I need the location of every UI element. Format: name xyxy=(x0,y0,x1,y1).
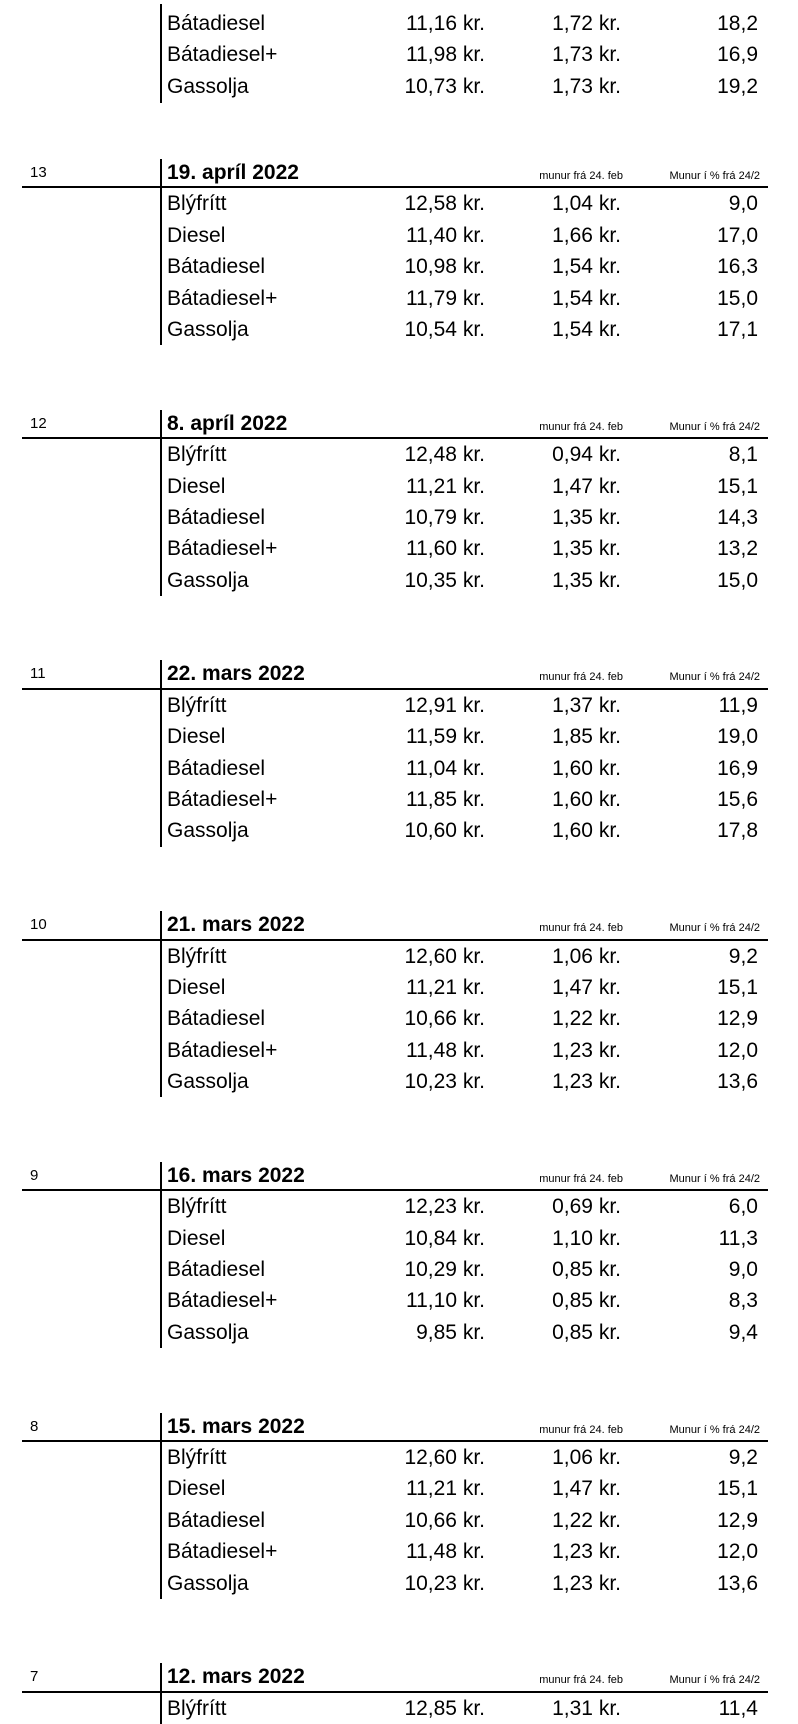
price-diff: 0,85 kr. xyxy=(552,1258,621,1281)
price-diff: 1,47 kr. xyxy=(552,474,621,498)
price-diff: 1,04 kr. xyxy=(552,192,621,216)
percent-diff: 15,1 xyxy=(717,474,758,498)
fuel-price: 10,23 kr. xyxy=(404,1571,485,1595)
fuel-name: Gassolja xyxy=(167,819,249,843)
fuel-name: Bátadiesel+ xyxy=(167,43,278,67)
percent-diff: 17,8 xyxy=(717,819,758,843)
section-header xyxy=(0,1411,798,1442)
fuel-price: 10,66 kr. xyxy=(404,1508,485,1532)
price-diff: 1,10 kr. xyxy=(552,1226,621,1250)
percent-diff: 19,2 xyxy=(717,74,758,98)
price-diff: 1,60 kr. xyxy=(552,788,621,811)
data-row xyxy=(0,815,798,846)
fuel-price: 11,79 kr. xyxy=(406,286,485,310)
fuel-price: 10,73 kr. xyxy=(404,74,485,98)
price-diff: 1,22 kr. xyxy=(552,1508,621,1532)
fuel-price: 11,59 kr. xyxy=(406,725,485,749)
section-header xyxy=(0,157,798,188)
diff-header: munur frá 24. feb xyxy=(539,170,623,182)
fuel-price: 11,98 kr. xyxy=(406,43,485,67)
column-border xyxy=(160,1413,162,1599)
column-border xyxy=(160,159,162,345)
fuel-name: Bátadiesel xyxy=(167,255,266,279)
data-row xyxy=(0,220,798,251)
price-diff: 1,54 kr. xyxy=(552,255,621,279)
data-row xyxy=(0,1191,798,1222)
fuel-name: Blýfrítt xyxy=(167,1195,227,1219)
fuel-price: 10,23 kr. xyxy=(404,1070,485,1094)
pct-header: Munur í % frá 24/2 xyxy=(669,170,760,182)
percent-diff: 15,0 xyxy=(717,286,758,310)
fuel-price: 9,85 kr. xyxy=(416,1320,485,1344)
fuel-name: Blýfrítt xyxy=(167,443,227,467)
percent-diff: 18,2 xyxy=(717,12,758,35)
section-date: 16. mars 2022 xyxy=(167,1163,305,1187)
fuel-price: 11,60 kr. xyxy=(406,537,485,561)
data-row xyxy=(0,314,798,345)
fuel-price: 10,60 kr. xyxy=(404,819,485,843)
fuel-price: 11,21 kr. xyxy=(406,975,485,999)
price-diff: 1,60 kr. xyxy=(552,819,621,843)
fuel-price: 11,21 kr. xyxy=(406,1477,485,1501)
section-header xyxy=(0,658,798,689)
data-row xyxy=(0,1536,798,1567)
data-row xyxy=(0,1473,798,1504)
percent-diff: 15,1 xyxy=(717,1477,758,1501)
price-diff: 1,60 kr. xyxy=(552,756,621,780)
percent-diff: 11,9 xyxy=(718,693,758,717)
fuel-price: 10,66 kr. xyxy=(404,1007,485,1031)
section-header xyxy=(0,408,798,439)
percent-diff: 12,9 xyxy=(717,1007,758,1031)
fuel-price: 12,85 kr. xyxy=(404,1696,485,1720)
fuel-name: Diesel xyxy=(167,1477,226,1501)
data-row xyxy=(0,1066,798,1097)
data-row xyxy=(0,1317,798,1348)
column-border xyxy=(160,660,162,846)
fuel-name: Blýfrítt xyxy=(167,1445,227,1469)
data-row xyxy=(0,251,798,282)
fuel-price: 11,10 kr. xyxy=(406,1289,485,1313)
data-row xyxy=(0,1254,798,1285)
price-diff: 1,22 kr. xyxy=(552,1007,621,1031)
fuel-price: 10,29 kr. xyxy=(404,1258,485,1281)
data-row xyxy=(0,1035,798,1066)
percent-diff: 13,6 xyxy=(717,1070,758,1094)
price-diff: 1,47 kr. xyxy=(552,1477,621,1501)
fuel-price: 12,60 kr. xyxy=(404,1445,485,1469)
percent-diff: 14,3 xyxy=(717,505,758,529)
price-diff: 1,23 kr. xyxy=(552,1540,621,1564)
price-diff: 1,85 kr. xyxy=(552,725,621,749)
percent-diff: 11,4 xyxy=(718,1696,758,1720)
fuel-price: 10,54 kr. xyxy=(404,318,485,341)
fuel-name: Diesel xyxy=(167,725,226,749)
price-diff: 0,69 kr. xyxy=(552,1195,621,1219)
percent-diff: 9,2 xyxy=(728,1445,758,1469)
price-diff: 0,85 kr. xyxy=(552,1289,621,1313)
fuel-name: Gassolja xyxy=(167,1571,249,1595)
price-diff: 1,37 kr. xyxy=(552,693,621,717)
data-row xyxy=(0,1568,798,1599)
section-index: 11 xyxy=(30,665,46,683)
data-row xyxy=(0,1285,798,1316)
data-row xyxy=(0,8,798,39)
fuel-name: Bátadiesel xyxy=(167,756,266,780)
section-index: 13 xyxy=(30,164,47,181)
fuel-price: 10,35 kr. xyxy=(404,568,485,592)
data-row xyxy=(0,941,798,972)
fuel-name: Bátadiesel+ xyxy=(167,788,278,811)
fuel-name: Bátadiesel xyxy=(167,505,266,529)
price-diff: 1,35 kr. xyxy=(552,505,621,529)
diff-header: munur frá 24. feb xyxy=(539,1423,623,1436)
data-row xyxy=(0,71,798,102)
percent-diff: 9,0 xyxy=(728,1258,758,1281)
price-diff: 1,23 kr. xyxy=(552,1038,621,1062)
percent-diff: 16,9 xyxy=(717,756,758,780)
percent-diff: 8,3 xyxy=(728,1289,758,1313)
fuel-name: Gassolja xyxy=(167,318,249,341)
fuel-name: Gassolja xyxy=(167,74,249,98)
section-index: 10 xyxy=(30,916,47,934)
fuel-price: 11,21 kr. xyxy=(406,474,485,498)
percent-diff: 13,6 xyxy=(717,1571,758,1595)
fuel-name: Bátadiesel xyxy=(167,1258,266,1281)
price-diff: 0,94 kr. xyxy=(552,443,621,467)
column-border xyxy=(160,1663,162,1724)
percent-diff: 12,0 xyxy=(717,1540,758,1564)
column-border xyxy=(160,911,162,1097)
percent-diff: 8,1 xyxy=(728,443,758,467)
pct-header: Munur í % frá 24/2 xyxy=(669,1172,760,1185)
column-border xyxy=(160,1162,162,1348)
fuel-name: Blýfrítt xyxy=(167,944,227,968)
section-header xyxy=(0,909,798,940)
price-diff: 0,85 kr. xyxy=(552,1320,621,1344)
fuel-price: 11,85 kr. xyxy=(406,788,485,811)
fuel-price: 10,84 kr. xyxy=(404,1226,485,1250)
percent-diff: 11,3 xyxy=(718,1226,758,1250)
section-index: 7 xyxy=(30,1668,39,1686)
fuel-name: Diesel xyxy=(167,474,226,498)
section-header xyxy=(0,1661,798,1692)
fuel-price: 11,48 kr. xyxy=(406,1540,485,1564)
fuel-price: 12,23 kr. xyxy=(404,1195,485,1219)
data-row xyxy=(0,784,798,815)
data-row xyxy=(0,502,798,533)
fuel-name: Bátadiesel xyxy=(167,12,266,35)
fuel-name: Gassolja xyxy=(167,568,249,592)
percent-diff: 16,3 xyxy=(717,255,758,279)
data-row xyxy=(0,1442,798,1473)
fuel-name: Diesel xyxy=(167,975,226,999)
percent-diff: 15,0 xyxy=(717,568,758,592)
data-row xyxy=(0,283,798,314)
fuel-price: 10,79 kr. xyxy=(404,505,485,529)
price-diff: 1,23 kr. xyxy=(552,1571,621,1595)
percent-diff: 19,0 xyxy=(717,725,758,749)
fuel-name: Bátadiesel+ xyxy=(167,1038,278,1062)
price-diff: 1,47 kr. xyxy=(552,975,621,999)
price-diff: 1,31 kr. xyxy=(552,1696,621,1720)
section-date: 12. mars 2022 xyxy=(167,1665,305,1689)
fuel-name: Blýfrítt xyxy=(167,1696,227,1720)
price-diff: 1,35 kr. xyxy=(552,568,621,592)
data-row xyxy=(0,471,798,502)
data-row xyxy=(0,1505,798,1536)
section-date: 15. mars 2022 xyxy=(167,1414,305,1438)
data-row xyxy=(0,565,798,596)
data-row xyxy=(0,1223,798,1254)
data-row xyxy=(0,1693,798,1724)
diff-header: munur frá 24. feb xyxy=(539,1674,623,1687)
data-row xyxy=(0,439,798,470)
column-border xyxy=(160,4,162,103)
fuel-price: 12,91 kr. xyxy=(404,693,485,717)
price-diff: 1,72 kr. xyxy=(552,12,621,35)
section-date: 19. apríl 2022 xyxy=(167,161,299,184)
percent-diff: 9,4 xyxy=(728,1320,758,1344)
fuel-name: Bátadiesel xyxy=(167,1508,266,1532)
fuel-name: Gassolja xyxy=(167,1070,249,1094)
section-header xyxy=(0,1160,798,1191)
percent-diff: 17,0 xyxy=(717,223,758,247)
percent-diff: 17,1 xyxy=(717,318,758,341)
pct-header: Munur í % frá 24/2 xyxy=(669,420,760,433)
section-index: 9 xyxy=(30,1166,39,1184)
price-diff: 1,73 kr. xyxy=(552,43,621,67)
price-diff: 1,54 kr. xyxy=(552,286,621,310)
price-diff: 1,54 kr. xyxy=(552,318,621,341)
fuel-name: Blýfrítt xyxy=(167,192,227,216)
fuel-price: 12,60 kr. xyxy=(404,944,485,968)
section-date: 8. apríl 2022 xyxy=(167,411,288,435)
fuel-name: Bátadiesel+ xyxy=(167,286,278,310)
price-diff: 1,73 kr. xyxy=(552,74,621,98)
data-row xyxy=(0,972,798,1003)
price-diff: 1,23 kr. xyxy=(552,1070,621,1094)
fuel-name: Gassolja xyxy=(167,1320,249,1344)
fuel-name: Diesel xyxy=(167,223,226,247)
percent-diff: 15,1 xyxy=(717,975,758,999)
diff-header: munur frá 24. feb xyxy=(539,671,623,684)
fuel-price: 12,48 kr. xyxy=(404,443,485,467)
diff-header: munur frá 24. feb xyxy=(539,420,623,433)
price-diff: 1,06 kr. xyxy=(552,944,621,968)
percent-diff: 9,2 xyxy=(728,944,758,968)
price-diff: 1,66 kr. xyxy=(552,223,621,247)
data-row xyxy=(0,753,798,784)
pct-header: Munur í % frá 24/2 xyxy=(669,922,760,935)
percent-diff: 13,2 xyxy=(717,537,758,561)
data-row xyxy=(0,690,798,721)
pct-header: Munur í % frá 24/2 xyxy=(669,671,760,684)
diff-header: munur frá 24. feb xyxy=(539,1172,623,1185)
pct-header: Munur í % frá 24/2 xyxy=(669,1423,760,1436)
percent-diff: 16,9 xyxy=(717,43,758,67)
fuel-price: 11,40 kr. xyxy=(406,223,485,247)
percent-diff: 6,0 xyxy=(728,1195,758,1219)
fuel-name: Bátadiesel+ xyxy=(167,1289,278,1313)
data-row xyxy=(0,39,798,70)
data-row xyxy=(0,721,798,752)
section-index: 12 xyxy=(30,414,47,432)
fuel-name: Bátadiesel+ xyxy=(167,537,278,561)
section-date: 22. mars 2022 xyxy=(167,662,305,686)
diff-header: munur frá 24. feb xyxy=(539,922,623,935)
percent-diff: 9,0 xyxy=(728,192,758,216)
pct-header: Munur í % frá 24/2 xyxy=(669,1674,760,1687)
fuel-price: 11,16 kr. xyxy=(406,12,485,35)
section-date: 21. mars 2022 xyxy=(167,913,305,937)
fuel-price: 11,48 kr. xyxy=(406,1038,485,1062)
fuel-name: Blýfrítt xyxy=(167,693,227,717)
percent-diff: 15,6 xyxy=(717,788,758,811)
fuel-price: 11,04 kr. xyxy=(406,756,485,780)
fuel-name: Diesel xyxy=(167,1226,226,1250)
fuel-price: 10,98 kr. xyxy=(404,255,485,279)
percent-diff: 12,0 xyxy=(717,1038,758,1062)
data-row xyxy=(0,533,798,564)
fuel-name: Bátadiesel+ xyxy=(167,1540,278,1564)
data-row xyxy=(0,188,798,219)
data-row xyxy=(0,1003,798,1034)
fuel-name: Bátadiesel xyxy=(167,1007,266,1031)
fuel-price: 12,58 kr. xyxy=(404,192,485,216)
price-diff: 1,06 kr. xyxy=(552,1445,621,1469)
price-diff: 1,35 kr. xyxy=(552,537,621,561)
column-border xyxy=(160,410,162,596)
percent-diff: 12,9 xyxy=(717,1508,758,1532)
section-index: 8 xyxy=(30,1417,39,1435)
